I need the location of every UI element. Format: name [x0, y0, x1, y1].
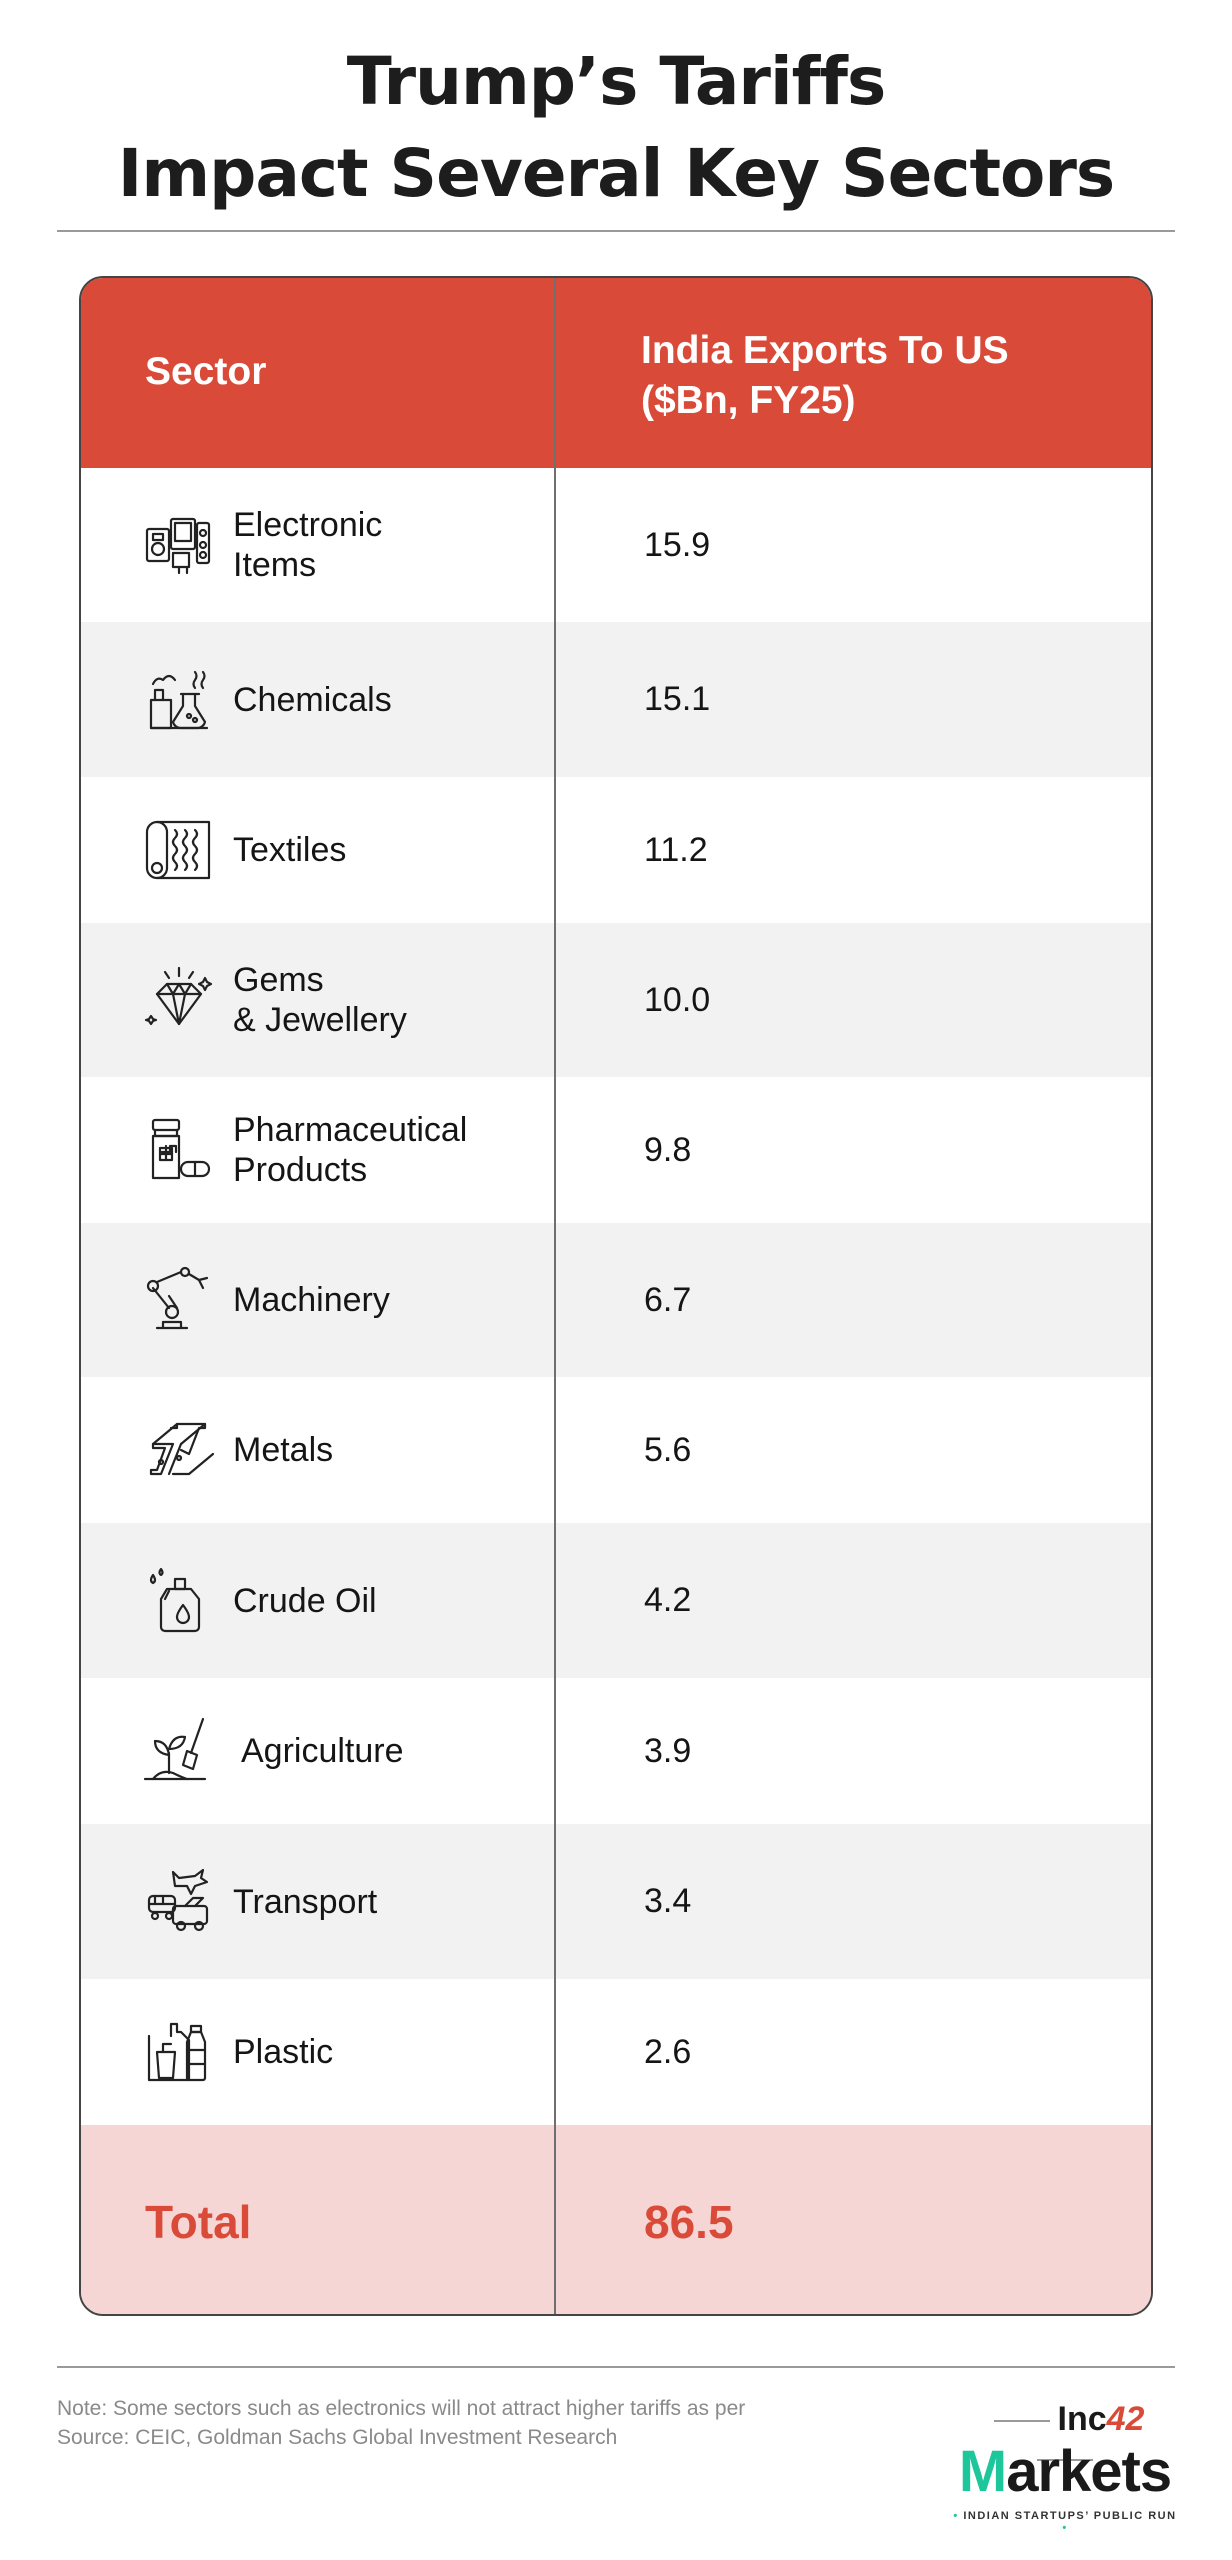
sector-label-line: Chemicals: [233, 680, 392, 719]
export-value: 15.1: [644, 680, 711, 718]
table-row: [81, 1223, 1151, 1377]
page-title: [0, 36, 1232, 220]
table-row: [81, 923, 1151, 1077]
sector-label: [233, 622, 392, 777]
sector-label-line: Crude Oil: [233, 1581, 377, 1620]
export-value: 3.4: [644, 1882, 692, 1920]
plant-shovel-icon: [143, 1715, 215, 1787]
sector-label-line: Machinery: [233, 1281, 390, 1319]
sector-label: [233, 1523, 377, 1678]
bottom-divider: [57, 2366, 1175, 2368]
title-line-1: Trump’s Tariffs: [346, 43, 886, 120]
plastic-bottle-icon: [143, 2016, 215, 2088]
steel-beam-icon: [143, 1414, 215, 1486]
sector-label-line: Transport: [233, 1882, 378, 1921]
table-row: [81, 1824, 1151, 1979]
export-value: 10.0: [644, 980, 711, 1019]
header-exports: [641, 326, 1009, 426]
sector-label: [241, 1678, 404, 1824]
sector-label-line: Agriculture: [241, 1732, 404, 1770]
table-row: [81, 1523, 1151, 1678]
header-exports-line-1: India Exports To US: [641, 329, 1009, 372]
export-value: 15.9: [644, 525, 711, 564]
table-row: [81, 1979, 1151, 2125]
table-row: [81, 468, 1151, 622]
diamond-icon: [143, 964, 215, 1036]
sector-label-line: Electronic: [233, 506, 383, 544]
sector-label-line: Plastic: [233, 2033, 334, 2071]
sector-label-line: Metals: [233, 1431, 334, 1469]
exports-table: [79, 276, 1153, 2316]
robot-arm-icon: [143, 1264, 215, 1336]
sector-label: [233, 1824, 377, 1979]
total-row: [81, 2125, 1151, 2316]
transport-icon: [143, 1866, 215, 1938]
export-value: 11.2: [644, 830, 708, 869]
inc42-markets-logo: [950, 2386, 1180, 2534]
export-value: 9.8: [644, 1130, 692, 1169]
table-row: [81, 1077, 1151, 1223]
oil-can-icon: [143, 1565, 215, 1637]
export-value: 2.6: [644, 2032, 692, 2071]
export-value: 4.2: [644, 1581, 692, 1619]
textiles-icon: [143, 814, 215, 886]
sector-label: [233, 923, 407, 1077]
table-row: [81, 622, 1151, 777]
title-line-2: Impact Several Key Sectors: [117, 135, 1115, 212]
chemicals-icon: [143, 664, 215, 736]
sector-label-line: Items: [233, 546, 317, 584]
note-text: Note: Some sectors such as electronics will not attract higher tariffs as per: [57, 2397, 746, 2420]
sector-label-line: Textiles: [233, 831, 347, 869]
sector-label: [233, 777, 346, 923]
table-row: [81, 1377, 1151, 1523]
header-exports-line-2: ($Bn, FY25): [641, 379, 856, 422]
export-value: 6.7: [644, 1280, 692, 1319]
total-label: Total: [145, 2196, 252, 2248]
export-value: 3.9: [644, 1731, 692, 1770]
export-value: 5.6: [644, 1430, 692, 1469]
sector-label-line: & Jewellery: [233, 1001, 407, 1039]
source-text: Source: CEIC, Goldman Sachs Global Investment Research: [57, 2426, 618, 2449]
sector-label-line: Pharmaceutical: [233, 1111, 468, 1149]
top-divider: [57, 230, 1175, 232]
sector-label-line: Products: [233, 1151, 368, 1189]
table-row: [81, 1678, 1151, 1824]
header-sector: Sector: [145, 350, 267, 393]
table-header: [81, 278, 1151, 468]
logo-markets: Markets: [958, 2439, 1172, 2504]
sector-label: [233, 1377, 333, 1523]
table-row: [81, 777, 1151, 923]
sector-label: [233, 468, 382, 622]
medicine-icon: [143, 1114, 215, 1186]
logo-inc42: Inc42: [950, 2400, 1180, 2478]
column-divider: [554, 278, 556, 2314]
footnote: [57, 2394, 745, 2452]
sector-label-line: Gems: [233, 961, 324, 999]
sector-label: [233, 1979, 333, 2125]
electronics-icon: [143, 509, 215, 581]
sector-label: [233, 1077, 467, 1223]
logo-tagline: • INDIAN STARTUPS’ PUBLIC RUN •: [953, 2510, 1177, 2534]
sector-label: [233, 1223, 390, 1377]
total-value: 86.5: [644, 2196, 734, 2248]
